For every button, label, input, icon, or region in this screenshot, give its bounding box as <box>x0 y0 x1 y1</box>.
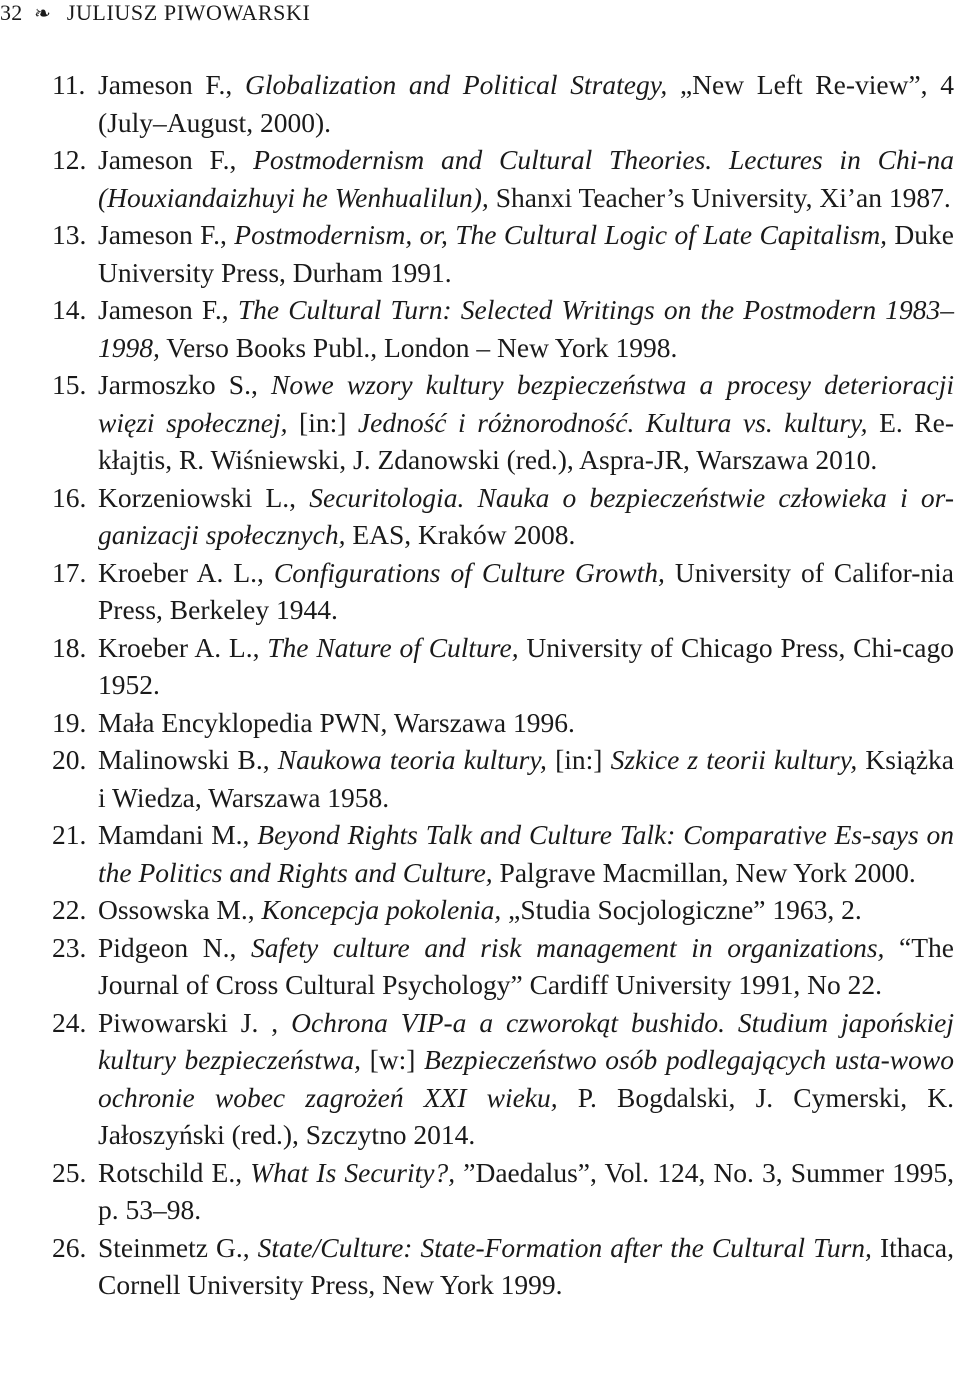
bibliography-entry <box>52 366 954 479</box>
citation-segment: P. Bogdalski, J. Cymerski, K. Jałoszyński (red.), Szczytno 2014. <box>98 1081 954 1150</box>
citation-segment: Shanxi Teacher’s University, Xi’an 1987. <box>488 181 951 213</box>
italic-title-segment: Safety culture and risk management in organizations, <box>251 931 885 963</box>
bibliography-entry <box>52 1229 954 1304</box>
citation-segment: “The Journal of Cross Cultural Psychology” Cardiff University 1991, No 22. <box>98 931 954 1000</box>
citation-segment: Jameson F., <box>98 294 238 325</box>
entry-number: 18. <box>52 631 87 663</box>
citation-segment: Jameson F., <box>98 144 254 175</box>
citation-segment: Duke University Press, Durham 1991. <box>98 219 954 288</box>
italic-title-segment: Configurations of Culture Growth, <box>273 556 665 588</box>
bibliography-entry <box>52 891 954 929</box>
bibliography-entry <box>52 629 954 704</box>
entry-citation <box>98 1232 954 1301</box>
italic-title-segment: Jedność i różnorodność. Kultura vs. kultury, <box>357 406 868 438</box>
bibliography-list <box>52 66 954 1304</box>
entry-citation <box>98 369 954 475</box>
citation-segment: [w:] <box>360 1044 425 1075</box>
italic-title-segment: Postmodernism, or, The Cultural Logic of Late Capitalism, <box>234 219 888 250</box>
fleuron-ornament-icon: ❧ <box>34 3 52 25</box>
citation-segment: Mała Encyklopedia PWN, Warszawa 1996. <box>98 706 575 738</box>
bibliography-entry <box>52 816 954 891</box>
citation-segment: ”Daedalus”, Vol. 124, No. 3, Summer 1995, p. 53–98. <box>98 1156 954 1225</box>
entry-citation <box>98 1007 954 1151</box>
citation-segment: [in:] <box>546 744 611 775</box>
citation-segment: Kroeber A. L., <box>98 556 274 588</box>
italic-title-segment: Nowe wzory kultury bezpieczeństwa a procesy deterioracji więzi społecznej, <box>98 369 954 438</box>
page-number: 32 <box>0 0 23 25</box>
entry-number: 15. <box>52 369 87 400</box>
entry-citation <box>98 707 575 738</box>
italic-title-segment: Bezpieczeństwo osób podlegających usta-wowo ochronie wobec zagrożeń XXI wieku, <box>98 1044 954 1113</box>
entry-citation <box>98 1157 954 1226</box>
entry-citation <box>98 632 954 701</box>
entry-citation <box>98 219 954 288</box>
citation-segment: Pidgeon N., <box>98 931 252 963</box>
citation-segment: Palgrave Macmillan, New York 2000. <box>492 856 916 888</box>
citation-segment: Steinmetz G., <box>98 1231 258 1263</box>
bibliography-entry <box>52 704 954 742</box>
citation-segment: Jarmoszko S., <box>98 369 272 400</box>
italic-title-segment: Securitologia. Nauka o bezpieczeństwie człowieka i or-ganizacji społecznych, <box>98 481 954 550</box>
citation-segment: University of Califor-nia Press, Berkeley 1944. <box>98 556 955 625</box>
entry-number: 25. <box>52 1156 87 1188</box>
entry-citation <box>98 744 954 813</box>
entry-citation <box>98 144 954 213</box>
entry-number: 22. <box>52 894 87 925</box>
citation-segment: EAS, Kraków 2008. <box>345 519 576 550</box>
italic-title-segment: Ochrona VIP-a a czworokąt bushido. Studium japońskiej kultury bezpieczeństwa, <box>98 1006 954 1075</box>
entry-citation <box>98 482 954 551</box>
entry-citation <box>98 932 954 1001</box>
citation-segment: E. Re-kłajtis, R. Wiśniewski, J. Zdanowski (red.), Aspra-JR, Warszawa 2010. <box>98 406 954 475</box>
citation-segment: Książka i Wiedza, Warszawa 1958. <box>98 744 954 813</box>
entry-number: 17. <box>52 556 87 588</box>
citation-segment: „Studia Socjologiczne” 1963, 2. <box>501 894 862 925</box>
italic-title-segment: State/Culture: State-Formation after the Cultural Turn, <box>257 1231 872 1263</box>
entry-number: 12. <box>52 144 87 175</box>
running-header <box>0 0 310 26</box>
entry-citation <box>98 894 862 925</box>
entry-number: 19. <box>52 706 87 738</box>
entry-number: 24. <box>52 1006 87 1038</box>
bibliography-entry <box>52 291 954 366</box>
italic-title-segment: Postmodernism and Cultural Theories. Lectures in Chi-na (Houxiandaizhuyi he Wenhualilun), <box>98 144 954 213</box>
bibliography-entry <box>52 741 954 816</box>
citation-segment: Malinowski B., <box>98 744 278 775</box>
bibliography-entry <box>52 554 954 629</box>
entry-citation <box>98 69 954 138</box>
bibliography-entry <box>52 1154 954 1229</box>
entry-number: 26. <box>52 1231 87 1263</box>
citation-segment: Jameson F., <box>98 219 235 250</box>
italic-title-segment: Szkice z teorii kultury, <box>610 744 858 775</box>
entry-number: 21. <box>52 819 87 850</box>
entry-number: 11. <box>52 69 86 100</box>
citation-segment: „New Left Re-view”, 4 (July–August, 2000). <box>98 69 954 138</box>
italic-title-segment: Beyond Rights Talk and Culture Talk: Comparative Es-says on the Politics and Rights and Culture, <box>98 819 954 888</box>
bibliography-entry <box>52 479 954 554</box>
italic-title-segment: Naukowa teoria kultury, <box>277 744 547 775</box>
citation-segment: Korzeniowski L., <box>98 481 310 513</box>
bibliography-entry <box>52 141 954 216</box>
italic-title-segment: Koncepcja pokolenia, <box>261 894 502 925</box>
citation-segment: Verso Books Publ., London – New York 1998. <box>159 331 678 363</box>
bibliography-entry <box>52 66 954 141</box>
entry-number: 16. <box>52 481 87 513</box>
italic-title-segment: The Nature of Culture, <box>267 631 519 663</box>
entry-number: 23. <box>52 931 87 963</box>
citation-segment: Kroeber A. L., <box>98 631 268 663</box>
citation-segment: University of Chicago Press, Chi-cago 1952. <box>98 631 954 700</box>
entry-citation <box>98 294 954 363</box>
entry-citation <box>98 819 954 888</box>
bibliography-entry <box>52 1004 954 1154</box>
citation-segment: Piwowarski J. , <box>98 1006 292 1038</box>
italic-title-segment: Globalization and Political Strategy, <box>244 69 668 100</box>
entry-number: 14. <box>52 294 87 325</box>
entry-citation <box>98 557 954 626</box>
citation-segment: Rotschild E., <box>98 1156 251 1188</box>
citation-segment: Ossowska M., <box>98 894 262 925</box>
running-header-author: JULIUSZ PIWOWARSKI <box>66 0 311 25</box>
italic-title-segment: What Is Security?, <box>250 1156 456 1188</box>
bibliography-entry <box>52 929 954 1004</box>
entry-number: 13. <box>52 219 87 250</box>
citation-segment: Jameson F., <box>98 69 245 100</box>
citation-segment: Ithaca, Cornell University Press, New York 1999. <box>98 1231 954 1300</box>
citation-segment: Mamdani M., <box>98 819 258 850</box>
bibliography-entry <box>52 216 954 291</box>
entry-number: 20. <box>52 744 87 775</box>
citation-segment: [in:] <box>287 406 358 438</box>
italic-title-segment: The Cultural Turn: Selected Writings on the Postmodern 1983–1998, <box>98 294 954 363</box>
